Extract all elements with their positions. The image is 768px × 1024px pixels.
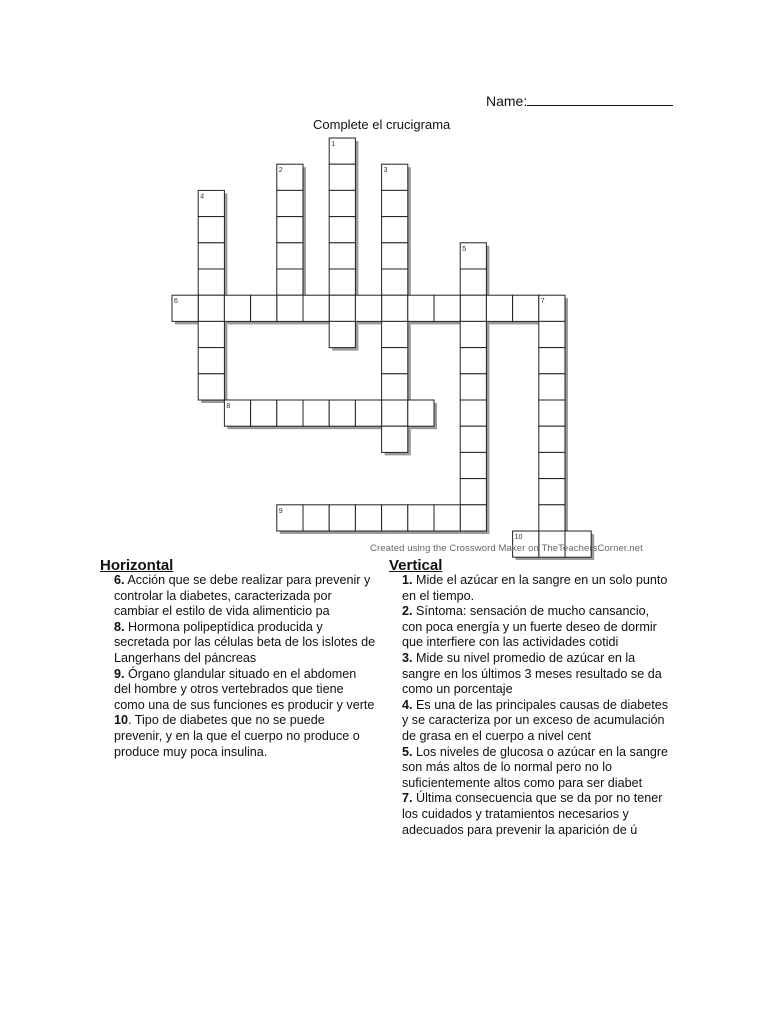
clue-text: Mide su nivel promedio de azúcar en la sangre en los últimos 3 meses resultado se da como un porcentaje [402, 650, 662, 697]
crossword-cell[interactable] [382, 321, 408, 347]
crossword-cell[interactable] [460, 348, 486, 374]
crossword-cell[interactable] [198, 217, 224, 243]
clue-number-4: 4 [200, 193, 205, 201]
crossword-cell[interactable] [460, 426, 486, 452]
crossword-cell[interactable] [486, 295, 512, 321]
crossword-cell[interactable] [382, 243, 408, 269]
clue-number: 8. [114, 619, 125, 634]
crossword-cell[interactable] [460, 505, 486, 531]
crossword-cell[interactable] [277, 243, 303, 269]
clue-number-10: 10 [514, 534, 523, 541]
clue-number: 7. [402, 791, 413, 806]
crossword-cell[interactable] [251, 295, 277, 321]
crossword-cell[interactable] [198, 243, 224, 269]
clue-text: . Tipo de diabetes que no se puede prevenir, y en la que el cuerpo no produce o produce muy poca insulina. [114, 713, 360, 759]
crossword-cell[interactable] [539, 426, 565, 452]
crossword-cell[interactable] [329, 243, 355, 269]
crossword-cell[interactable] [460, 452, 486, 478]
crossword-cell[interactable] [434, 295, 460, 321]
vertical-clues [402, 573, 672, 838]
crossword-cell[interactable] [539, 374, 565, 400]
clue-text: Es una de las principales causas de diabetes y se caracteriza por un exceso de acumulación de grasa en el cuerpo a nivel cent [402, 697, 669, 743]
vertical-clue [402, 745, 672, 792]
crossword-cell[interactable] [329, 295, 355, 321]
crossword-cell[interactable] [329, 217, 355, 243]
clue-number-7: 7 [540, 298, 545, 306]
crossword-cell[interactable] [329, 164, 355, 190]
clue-number: 3. [402, 650, 413, 665]
clue-number-5: 5 [462, 245, 467, 253]
clue-text: Mide el azúcar en la sangre en un solo punto en el tiempo. [402, 573, 668, 603]
clue-text: Órgano glandular situado en el abdomen del hombre y otros vertebrados que tiene como una de sus funciones es producir y verte [114, 666, 375, 712]
vertical-heading: Vertical [389, 557, 443, 574]
crossword-cell[interactable] [539, 321, 565, 347]
crossword-cell[interactable] [329, 190, 355, 216]
clue-number: 1. [402, 573, 413, 587]
crossword-cell[interactable] [198, 348, 224, 374]
crossword-cell[interactable] [277, 269, 303, 295]
crossword-cell[interactable] [355, 295, 381, 321]
crossword-cell[interactable] [460, 400, 486, 426]
crossword-cell[interactable] [460, 321, 486, 347]
clue-text: Acción que se debe realizar para prevenir y controlar la diabetes, caracterizada por cambiar el estilo de vida alimenticio pa [114, 573, 371, 619]
crossword-cell[interactable] [408, 505, 434, 531]
vertical-clue [402, 698, 672, 745]
crossword-cell[interactable] [460, 295, 486, 321]
clue-number-9: 9 [278, 507, 283, 515]
crossword-cell[interactable] [382, 190, 408, 216]
clue-text: Los niveles de glucosa o azúcar en la sangre son más altos de lo normal pero no lo suficientemente altos como para ser diabet [402, 744, 669, 790]
horizontal-clue [114, 573, 376, 620]
crossword-cell[interactable] [198, 295, 224, 321]
crossword-cell[interactable] [382, 217, 408, 243]
crossword-cell[interactable] [539, 452, 565, 478]
crossword-cell[interactable] [277, 295, 303, 321]
crossword-cell[interactable] [303, 295, 329, 321]
clue-number-1: 1 [331, 141, 336, 148]
crossword-cell[interactable] [382, 374, 408, 400]
crossword-cell[interactable] [460, 374, 486, 400]
clue-number: 4. [402, 697, 413, 712]
crossword-cell[interactable] [539, 400, 565, 426]
crossword-cell[interactable] [382, 426, 408, 452]
crossword-cell[interactable] [539, 479, 565, 505]
crossword-cell[interactable] [329, 269, 355, 295]
vertical-clue [402, 573, 672, 604]
crossword-cell[interactable] [303, 505, 329, 531]
vertical-clue [402, 651, 672, 698]
clue-number: 2. [402, 604, 413, 619]
crossword-cell[interactable] [355, 505, 381, 531]
crossword-cell[interactable] [382, 269, 408, 295]
clue-number-8: 8 [226, 403, 231, 410]
clue-text: Última consecuencia que se da por no tener los cuidados y tratamientos necesarios y adecuados para prevenir la aparición de ú [402, 791, 663, 837]
crossword-cell[interactable] [408, 400, 434, 426]
crossword-cell[interactable] [382, 348, 408, 374]
crossword-cell[interactable] [355, 400, 381, 426]
crossword-cell[interactable] [513, 295, 539, 321]
horizontal-clue [114, 667, 376, 714]
crossword-cell[interactable] [434, 505, 460, 531]
clue-number-2: 2 [278, 167, 283, 175]
clue-number: 5. [402, 744, 413, 759]
horizontal-heading: Horizontal [100, 557, 174, 574]
crossword-cell[interactable] [198, 321, 224, 347]
clue-number: 9. [114, 666, 125, 681]
vertical-clue [402, 791, 672, 838]
crossword-cell[interactable] [198, 374, 224, 400]
crossword-cell[interactable] [539, 505, 565, 531]
crossword-cell[interactable] [251, 400, 277, 426]
clue-number: 10 [114, 713, 129, 728]
name-label: Name: [486, 93, 528, 109]
clue-number-6: 6 [174, 298, 178, 306]
clue-text: Síntoma: sensación de mucho cansancio, con poca energía y un fuerte deseo de dormir que interfiere con las actividades cotidi [402, 604, 657, 650]
crossword-cell[interactable] [382, 400, 408, 426]
crossword-cell[interactable] [277, 190, 303, 216]
crossword-cell[interactable] [408, 295, 434, 321]
crossword-cell[interactable] [382, 295, 408, 321]
crossword-cell[interactable] [460, 269, 486, 295]
vertical-clue [402, 604, 672, 651]
crossword-cell[interactable] [277, 400, 303, 426]
clue-text: Hormona polipeptídica producida y secretada por las células beta de los islotes de Langerhans del páncreas [114, 619, 376, 665]
crossword-cell[interactable] [224, 295, 250, 321]
horizontal-clues [114, 573, 376, 760]
crossword-cell[interactable] [539, 348, 565, 374]
page-title: Complete el crucigrama [313, 117, 451, 132]
credit-line: Created using the Crossword Maker on TheTeachersCorner.net [370, 543, 643, 554]
horizontal-clue [114, 713, 376, 760]
crossword-cell[interactable] [303, 400, 329, 426]
crossword-cell[interactable] [277, 217, 303, 243]
crossword-cell[interactable] [382, 505, 408, 531]
crossword-cell[interactable] [329, 505, 355, 531]
crossword-cell[interactable] [198, 269, 224, 295]
crossword-cell[interactable] [329, 400, 355, 426]
horizontal-clue [114, 620, 376, 667]
crossword-cell[interactable] [460, 479, 486, 505]
clue-number: 6. [114, 573, 125, 587]
crossword-cell[interactable] [329, 321, 355, 347]
clue-number-3: 3 [383, 167, 388, 175]
